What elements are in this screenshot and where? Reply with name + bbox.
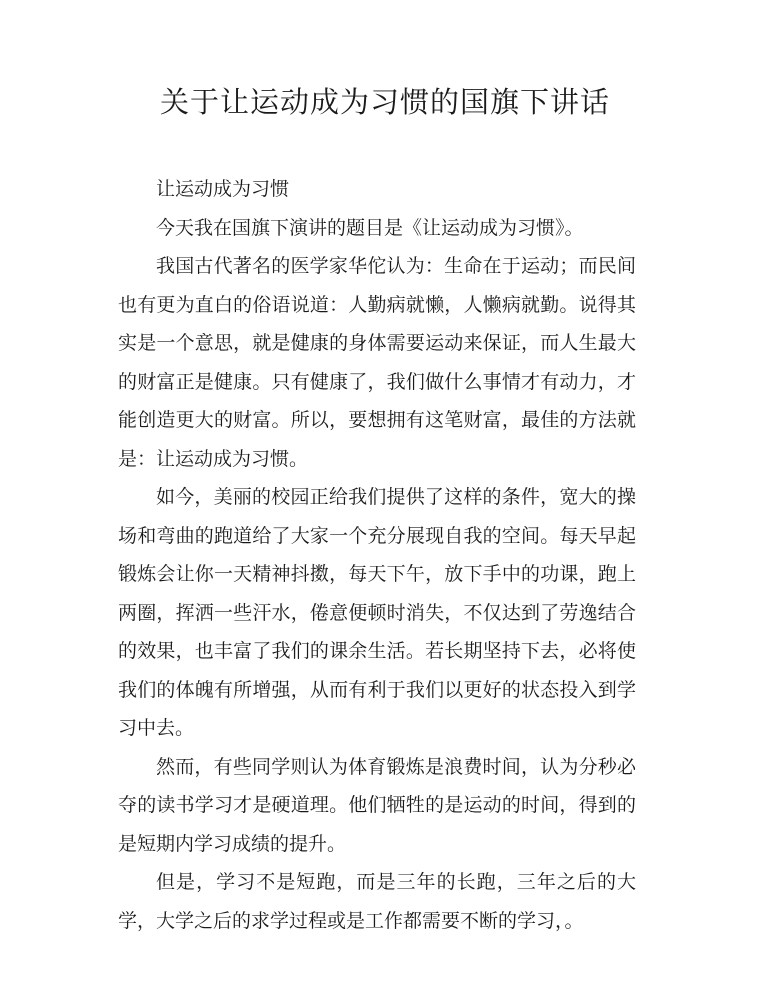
paragraph-subtitle: 让运动成为习惯 xyxy=(156,178,290,200)
document-title: 关于让运动成为习惯的国旗下讲话 xyxy=(159,85,610,119)
paragraph: 如今，美丽的校园正给我们提供了这样的条件，宽大的操场和弯曲的跑道给了大家一个充分展现自我的空间。每天早起锻炼会让你一天精神抖擞，每天下午，放下手中的功课，跑上两圈，挥洒一些汗水，倦意便顿时消失，不仅达到了劳逸结合的效果，也丰富了我们的课余生活。若长期坚持下去，必将使我们的体魄有所增强，从而有利于我们以更好的状态投入到学习中去。 xyxy=(118,486,636,739)
paragraph: 然而，有些同学则认为体育锻炼是浪费时间，认为分秒必夺的读书学习才是硬道理。他们牺牲的是运动的时间，得到的是短期内学习成绩的提升。 xyxy=(118,755,636,855)
paragraph: 今天我在国旗下演讲的题目是《让运动成为习惯》。 xyxy=(156,216,584,239)
document-body xyxy=(118,170,636,940)
paragraph: 我国古代著名的医学家华佗认为：生命在于运动；而民间也有更为直白的俗语说道：人勤病就懒，人懒病就勤。说得其实是一个意思，就是健康的身体需要运动来保证，而人生最大的财富正是健康。只有健康了，我们做什么事情才有动力，才能创造更大的财富。所以，要想拥有这笔财富，最佳的方法就是：让运动成为习惯。 xyxy=(118,255,636,470)
paragraph: 但是，学习不是短跑，而是三年的长跑，三年之后的大学，大学之后的求学过程或是工作都需要不断的学习，。 xyxy=(118,871,636,932)
